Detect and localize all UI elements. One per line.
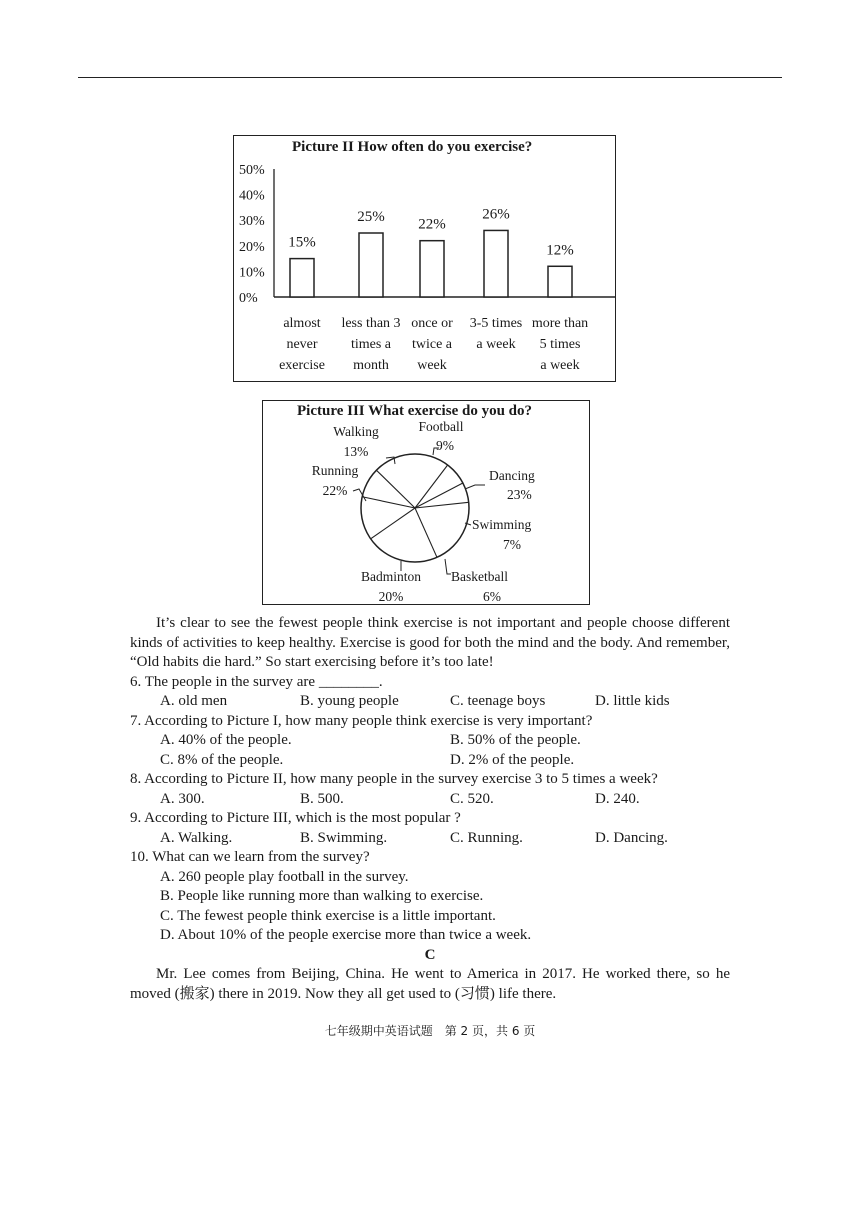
question-option: B. 500. <box>300 790 344 807</box>
x-category-label: 3-5 times <box>469 316 523 331</box>
passage-intro: It’s clear to see the fewest people think exercise is not important and people choose different kinds of activities to keep healthy. Exercise is good for both the mind and the body. And remember, “Old habits die hard.” So start exercising before it’s too late! <box>130 615 730 670</box>
question-option: D. 240. <box>595 790 640 807</box>
option-row <box>130 829 730 849</box>
option-row <box>130 731 730 751</box>
question-stem: 6. The people in the survey are ________. <box>130 673 383 690</box>
x-category-label: 5 times <box>539 337 581 352</box>
bar-value-label: 12% <box>546 242 574 259</box>
bar <box>359 233 383 297</box>
pie-slice-percent: 6% <box>483 589 501 604</box>
y-tick-label: 20% <box>239 239 265 255</box>
bar <box>290 259 314 297</box>
question-option: D. little kids <box>595 693 670 709</box>
pie-slice-name: Running <box>311 463 359 478</box>
section-c-text: Mr. Lee comes from Beijing, China. He went to America in 2017. He worked there, so he moved (搬家) there in 2019. Now they all get used to (习惯) life there. <box>130 966 730 1002</box>
question-option: A. Walking. <box>160 829 233 846</box>
page-footer: 七年级期中英语试题 第 2 页，共 6 页 <box>324 1024 536 1038</box>
x-category-label: week <box>417 358 447 373</box>
question-option: C. Running. <box>450 829 523 846</box>
question-option: D. Dancing. <box>595 829 668 846</box>
pie-slice-name: Badminton <box>361 569 421 584</box>
question-option: A. 40% of the people. <box>160 732 292 748</box>
option-row <box>130 790 730 810</box>
bar-value-label: 22% <box>418 216 446 233</box>
bar-chart-plot <box>234 136 617 383</box>
pie-slice-name: Football <box>418 419 464 434</box>
question-option: A. 300. <box>160 790 205 807</box>
pie-slice-name: Swimming <box>472 517 532 532</box>
question-option: C. The fewest people think exercise is a little important. <box>160 907 496 924</box>
x-category-label: once or <box>411 316 453 331</box>
bar-value-label: 26% <box>482 206 510 223</box>
pie-slice-percent: 9% <box>436 438 454 453</box>
question-option: A. old men <box>160 693 228 709</box>
pie-slice-percent: 20% <box>378 589 404 604</box>
pie-slice-percent: 7% <box>503 537 521 552</box>
x-category-label: never <box>286 337 318 352</box>
question-option: D. 2% of the people. <box>450 751 575 768</box>
question-option: C. 8% of the people. <box>160 751 284 768</box>
question-option: A. 260 people play football in the survey. <box>160 868 409 885</box>
question-option: B. People like running more than walking to exercise. <box>160 888 484 904</box>
pie-slice-name: Dancing <box>489 468 535 483</box>
header-rule <box>78 77 782 78</box>
bar-value-label: 15% <box>288 234 316 251</box>
x-category-label: more than <box>531 316 589 331</box>
pie-slice-percent: 22% <box>322 483 348 498</box>
y-tick-label: 10% <box>239 265 265 281</box>
x-category-label: exercise <box>279 358 325 373</box>
section-c-heading: C <box>424 946 436 963</box>
y-tick-label: 50% <box>239 163 265 178</box>
pie-chart-picture-iii <box>262 400 590 605</box>
y-tick-label: 30% <box>239 214 265 230</box>
option-row <box>130 751 730 771</box>
question-list <box>130 673 730 946</box>
x-category-label: a week <box>476 337 516 352</box>
question-option: C. teenage boys <box>450 693 546 709</box>
bar-chart-title: Picture II How often do you exercise? <box>292 139 533 155</box>
x-category-label: less than 3 <box>341 316 401 331</box>
bar <box>484 230 508 297</box>
y-tick-label: 0% <box>239 291 258 306</box>
question-option: C. 520. <box>450 790 494 807</box>
reading-passage <box>130 614 730 1004</box>
x-category-label: month <box>353 358 389 373</box>
question-option: D. About 10% of the people exercise more than twice a week. <box>160 927 532 943</box>
question-option: B. young people <box>300 693 399 709</box>
bar-chart-picture-ii <box>233 135 616 382</box>
x-category-label: almost <box>283 316 321 331</box>
x-category-label: a week <box>540 358 580 373</box>
pie-slice-name: Walking <box>333 424 379 439</box>
question-option: B. 50% of the people. <box>450 732 581 748</box>
pie-chart-title: Picture III What exercise do you do? <box>297 403 532 419</box>
bar <box>420 241 444 297</box>
question-stem: 8. According to Picture II, how many people in the survey exercise 3 to 5 times a week? <box>130 771 658 787</box>
y-tick-label: 40% <box>239 188 265 204</box>
x-category-label: twice a <box>411 337 453 352</box>
pie-chart-plot <box>263 401 591 606</box>
x-category-label: times a <box>350 337 392 352</box>
question-stem: 9. According to Picture III, which is the most popular ? <box>130 810 461 826</box>
pie-slice-percent: 13% <box>343 444 369 459</box>
question-stem: 10. What can we learn from the survey? <box>130 849 370 865</box>
question-stem: 7. According to Picture I, how many people think exercise is very important? <box>130 712 593 729</box>
pie-slice-name: Basketball <box>451 569 508 584</box>
bar <box>548 266 572 297</box>
bar-value-label: 25% <box>357 209 385 225</box>
pie-slice-percent: 23% <box>507 487 532 502</box>
question-option: B. Swimming. <box>300 829 388 846</box>
option-row <box>130 692 730 712</box>
pie-leader-line <box>465 485 485 489</box>
